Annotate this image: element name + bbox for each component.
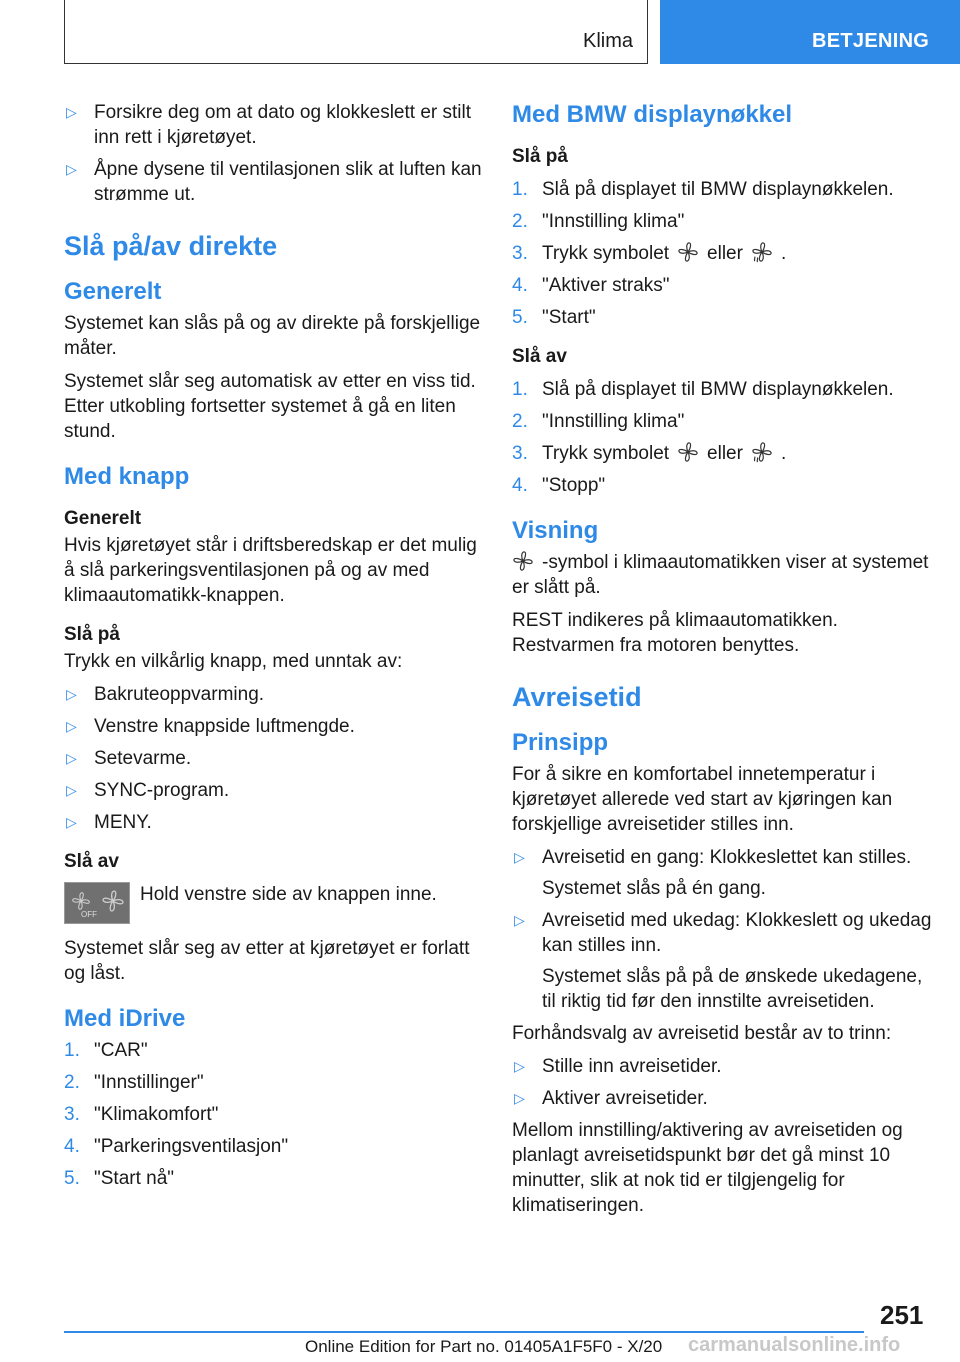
heading-display: Visning	[512, 517, 599, 544]
fan-icon	[677, 441, 699, 463]
heading-general: Generelt	[64, 278, 162, 305]
list-item: 1. Slå på displayet til BMW displaynøkkelen.	[512, 179, 894, 200]
key-on-label: Slå på	[512, 146, 568, 167]
list-item: 3. "Klimakomfort"	[64, 1104, 219, 1125]
display-paragraph-2: REST indikeres på klimaautomatikken. Restvarmen fra motoren benyttes.	[512, 610, 838, 656]
list-item: 2. "Innstillinger"	[64, 1072, 204, 1093]
on-label: Slå på	[64, 624, 120, 645]
heading-departure: Avreisetid	[512, 682, 642, 712]
preselect-paragraph: Forhåndsvalg av avreisetid består av to trinn:	[512, 1023, 892, 1044]
list-item: 2. "Innstilling klima"	[512, 411, 685, 432]
list-item: 1. Slå på displayet til BMW displaynøkkelen.	[512, 379, 894, 400]
list-item: ▷ SYNC-program.	[64, 778, 484, 803]
list-item: ▷ Åpne dysene til ventilasjonen slik at luften kan strømme ut.	[64, 157, 484, 207]
key-on-steps	[512, 177, 932, 330]
general-paragraph-2: Systemet slår seg automatisk av etter en viss tid. Etter utkobling fortsetter systemet å gå en liten stund.	[64, 371, 476, 442]
on-text: Trykk en vilkårlig knapp, med unntak av:	[64, 651, 403, 672]
fan-heat-icon	[751, 241, 773, 263]
list-item: ▷ Avreisetid en gang: Klokkeslettet kan stilles. Systemet slås på én gang.	[512, 845, 932, 901]
idrive-steps	[64, 1038, 484, 1191]
button-general-label: Generelt	[64, 508, 142, 529]
fan-heat-icon	[751, 441, 773, 463]
intro-bullets	[64, 100, 484, 207]
fan-icon	[512, 550, 534, 572]
off-button-row	[64, 882, 484, 924]
list-item: 1. "CAR"	[64, 1040, 148, 1061]
left-column	[64, 100, 484, 1198]
list-item: ▷ Bakruteoppvarming.	[64, 682, 484, 707]
list-item: 3. Trykk symbolet eller .	[512, 243, 787, 264]
list-item: 5. "Start"	[512, 307, 596, 328]
footer-divider	[64, 1331, 864, 1333]
list-item: ▷ Avreisetid med ukedag: Klokkeslett og ukedag kan stilles inn. Systemet slås på på de ønskede ukedagene, til riktig tid før den innstilte avreisetiden.	[512, 908, 932, 1014]
right-column	[512, 100, 932, 1226]
edition-text: Online Edition for Part no. 01405A1F5F0 - X/20	[305, 1337, 663, 1356]
preselect-bullets	[512, 1054, 932, 1111]
principle-paragraph: For å sikre en komfortabel innetemperatur i kjøretøyet allerede ved start av kjøringen kan forskjellige avreisetider stilles inn.	[512, 764, 893, 835]
heading-key: Med BMW displaynøkkel	[512, 101, 793, 128]
off-label: Slå av	[64, 851, 119, 872]
key-off-label: Slå av	[512, 346, 567, 367]
list-item: 4. "Stopp"	[512, 475, 606, 496]
heading-principle: Prinsipp	[512, 729, 609, 756]
list-item: 4. "Parkeringsventilasjon"	[64, 1136, 289, 1157]
chapter-title: Klima	[582, 30, 633, 52]
heading-direct: Slå på/av direkte	[64, 231, 278, 261]
list-item: 2. "Innstilling klima"	[512, 211, 685, 232]
on-bullets	[64, 682, 484, 835]
list-item: 3. Trykk symbolet eller .	[512, 443, 787, 464]
list-item: 5. "Start nå"	[64, 1168, 175, 1189]
list-item: ▷ Venstre knappside luftmengde.	[64, 714, 484, 739]
climate-button-image	[64, 882, 130, 924]
fan-off-icon	[65, 883, 129, 923]
general-paragraph-1: Systemet kan slås på og av direkte på forskjellige måter.	[64, 313, 481, 359]
departure-bullets	[512, 845, 932, 1014]
header-left-box	[64, 0, 648, 64]
list-item: ▷ Stille inn avreisetider.	[512, 1054, 932, 1079]
button-general-text: Hvis kjøretøyet står i driftsberedskap er det mulig å slå parkeringsventilasjonen på og av med klimaautomatikk-knappen.	[64, 535, 477, 606]
list-item: ▷ Forsikre deg om at dato og klokkeslett er stilt inn rett i kjøretøyet.	[64, 100, 484, 150]
list-item: ▷ MENY.	[64, 810, 484, 835]
off-button-text: Hold venstre side av knappen inne.	[140, 884, 437, 905]
header-section-tab	[660, 0, 960, 64]
final-paragraph: Mellom innstilling/aktivering av avreisetiden og planlagt avreisetidspunkt bør det gå minst 10 minutter, slik at nok tid er tilgjengelig for klimatiseringen.	[512, 1120, 903, 1216]
list-item: ▷ Aktiver avreisetider.	[512, 1086, 932, 1111]
section-title: BETJENING	[812, 30, 930, 52]
watermark: carmanualsonline.info	[688, 1334, 901, 1356]
heading-button: Med knapp	[64, 463, 190, 490]
key-off-steps	[512, 377, 932, 498]
heading-idrive: Med iDrive	[64, 1005, 186, 1032]
off-badge: OFF	[81, 910, 97, 919]
page-number: 251	[880, 1300, 924, 1330]
display-paragraph-1: -symbol i klimaautomatikken viser at systemet er slått på.	[512, 552, 929, 598]
list-item: 4. "Aktiver straks"	[512, 275, 670, 296]
list-item: ▷ Setevarme.	[64, 746, 484, 771]
fan-icon	[677, 241, 699, 263]
off-note: Systemet slår seg av etter at kjøretøyet er forlatt og låst.	[64, 938, 470, 984]
